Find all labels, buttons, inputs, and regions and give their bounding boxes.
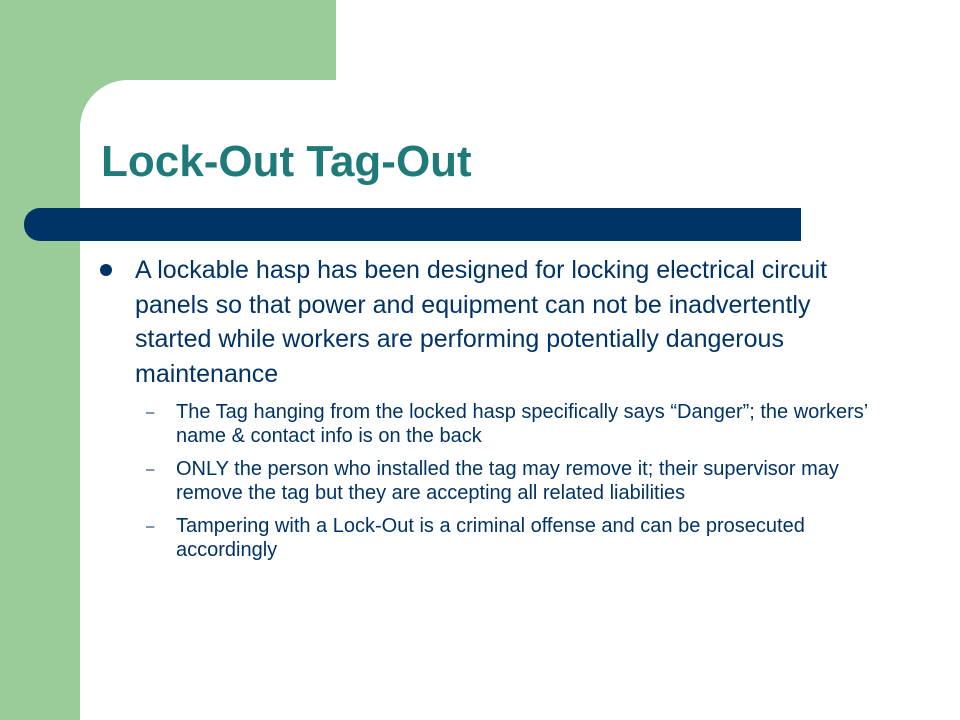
sub-bullet xyxy=(100,515,880,562)
sub-bullet-text: Tampering with a Lock-Out is a criminal offense and can be prosecuted accordingly xyxy=(176,515,805,561)
sub-bullet-text: The Tag hanging from the locked hasp specifically says “Danger”; the workers’ name & contact info is on the back xyxy=(176,401,868,447)
sub-bullet-list xyxy=(100,401,880,562)
title-divider-bar xyxy=(24,208,801,241)
sub-bullet xyxy=(100,458,880,505)
main-bullet xyxy=(100,253,880,391)
bullet-dot-icon xyxy=(100,264,112,276)
dash-icon: – xyxy=(146,461,155,478)
sub-bullet xyxy=(100,401,880,448)
dash-icon: – xyxy=(146,518,155,535)
dash-icon: – xyxy=(146,404,155,421)
slide-body xyxy=(100,253,880,572)
main-bullet-text: A lockable hasp has been designed for locking electrical circuit panels so that power and equipment can not be inadvertently started while workers are performing potentially dangerous maintenance xyxy=(135,256,828,388)
slide-title: Lock-Out Tag-Out xyxy=(101,137,472,186)
sub-bullet-text: ONLY the person who installed the tag may remove it; their supervisor may remove the tag but they are accepting all related liabilities xyxy=(176,458,839,504)
